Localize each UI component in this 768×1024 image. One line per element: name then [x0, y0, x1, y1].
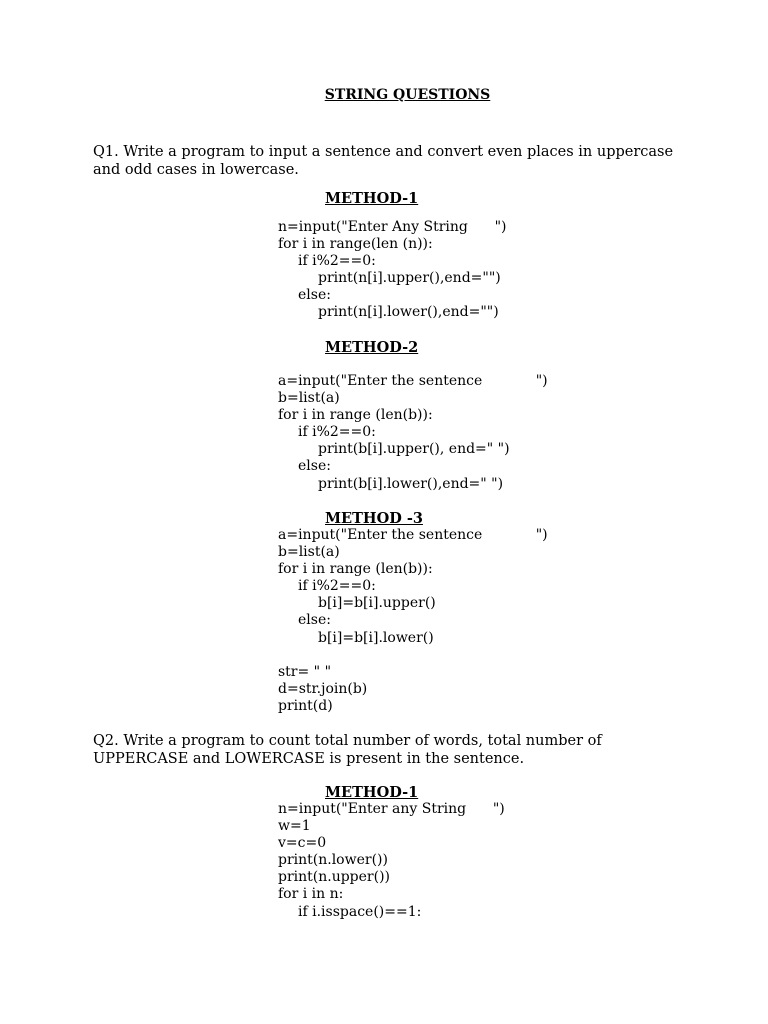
- q1-method-1-code: [278, 219, 507, 322]
- code-line: b[i]=b[i].upper(): [318, 595, 436, 612]
- code-line: print(b[i].lower(),end=" "): [318, 475, 504, 492]
- code-line: else:: [298, 458, 331, 475]
- code-line: print(n.upper()): [278, 869, 391, 886]
- q1-method-2-code: [278, 373, 548, 493]
- code-line: n=input("Enter Any String "): [278, 219, 507, 235]
- code-line: v=c=0: [278, 835, 327, 852]
- code-line: print(n[i].upper(),end=""): [318, 270, 501, 287]
- code-line: else:: [298, 612, 331, 629]
- code-line: b=list(a): [278, 544, 340, 561]
- q2-method-1-heading: METHOD-1: [325, 784, 419, 801]
- code-line: if i.isspace()==1:: [298, 903, 422, 920]
- code-line: [278, 647, 548, 664]
- code-line: d=str.join(b): [278, 680, 368, 697]
- q1-method-3-heading: METHOD -3: [325, 510, 423, 527]
- q1-method-1-heading: METHOD-1: [325, 190, 419, 207]
- page-title: STRING QUESTIONS: [324, 87, 491, 103]
- code-line: n=input("Enter any String "): [278, 801, 505, 817]
- code-line: if i%2==0:: [298, 578, 376, 595]
- question-2: Q2. Write a program to count total number of words, total number of UPPERCASE and LOWERCASE is present in the sentence.: [93, 733, 602, 767]
- question-1: Q1. Write a program to input a sentence and convert even places in uppercase and odd cases in lowercase.: [93, 144, 674, 178]
- code-line: print(b[i].upper(), end=" "): [318, 441, 510, 458]
- code-line: for i in range (len(b)):: [278, 407, 433, 424]
- code-line: a=input("Enter the sentence "): [278, 527, 548, 543]
- code-line: for i in range(len (n)):: [278, 236, 433, 253]
- code-line: b=list(a): [278, 390, 340, 407]
- code-line: if i%2==0:: [298, 253, 376, 270]
- q1-method-2-heading: METHOD-2: [325, 339, 419, 356]
- code-line: a=input("Enter the sentence "): [278, 373, 548, 389]
- code-line: if i%2==0:: [298, 424, 376, 441]
- code-line: else:: [298, 287, 331, 304]
- code-line: b[i]=b[i].lower(): [318, 629, 434, 646]
- q2-method-1-code: [278, 801, 505, 921]
- code-line: w=1: [278, 818, 311, 835]
- code-line: print(n.lower()): [278, 852, 388, 869]
- code-line: print(d): [278, 697, 333, 714]
- code-line: str= " ": [278, 663, 332, 680]
- code-line: print(n[i].lower(),end=""): [318, 304, 499, 321]
- code-line: for i in range (len(b)):: [278, 561, 433, 578]
- q1-method-3-code: [278, 527, 548, 715]
- code-line: for i in n:: [278, 886, 344, 903]
